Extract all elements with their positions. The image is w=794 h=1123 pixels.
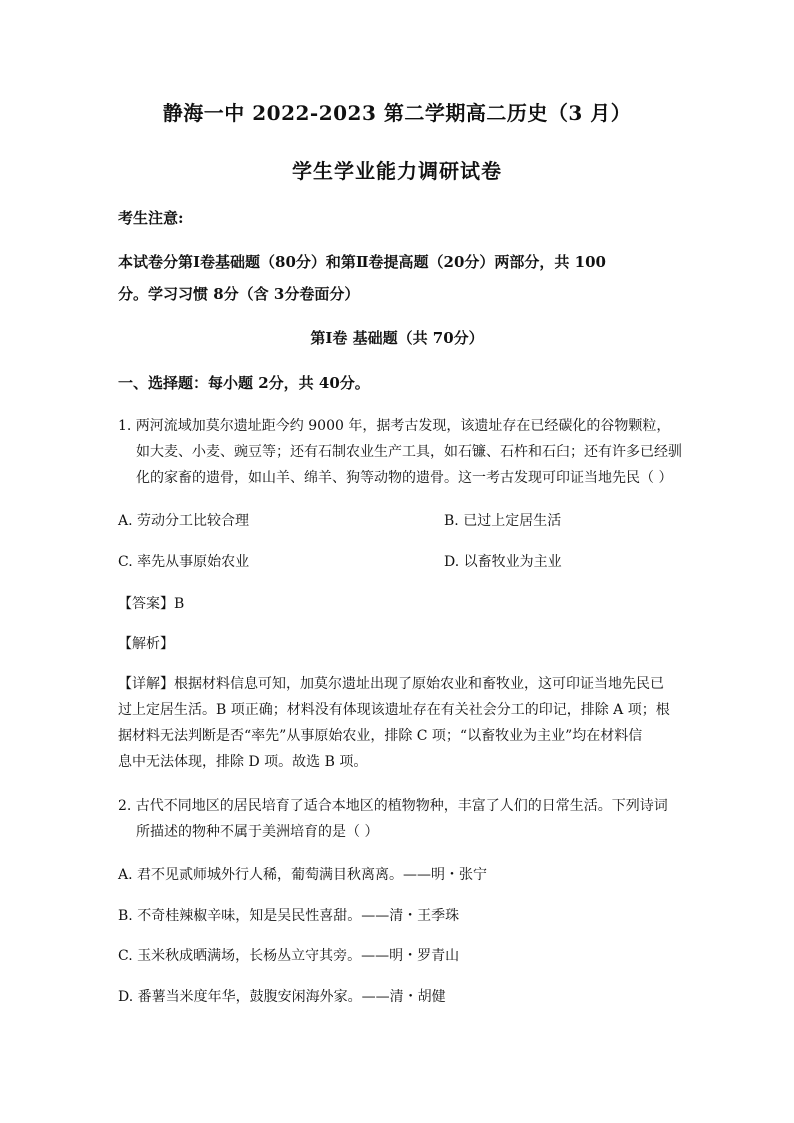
- q2-option-b: B. 不奇桂辣椒辛味，知是吴民性喜甜。——清・王季珠: [118, 908, 460, 924]
- q2-stem: [118, 793, 678, 845]
- q2-option-c: C. 玉米秋成晒满场，长杨丛立守其旁。——明・罗青山: [118, 948, 460, 964]
- q1-detail-line: 据材料无法判断是否“率先”从事原始农业，排除 C 项；“以畜牧业为主业”均在材料信: [118, 728, 643, 744]
- q1-option-d: D. 以畜牧业为主业: [444, 554, 562, 570]
- q1-detail-line: 【详解】根据材料信息可知，加莫尔遗址出现了原始农业和畜牧业，这可印证当地先民已: [118, 676, 664, 692]
- exam-title-line2: 学生学业能力调研试卷: [292, 159, 502, 183]
- q1-detail-line: 息中无法体现，排除 D 项。故选 B 项。: [118, 754, 368, 770]
- notice-line2: 分。学习习惯 8分（含 3分卷面分）: [118, 285, 360, 303]
- q1-stem-line: 如大麦、小麦、豌豆等；还有石制农业生产工具，如石镰、石杵和石臼；还有许多已经驯: [136, 444, 682, 460]
- q2-option-a: A. 君不见贰师城外行人稀，葡萄满目秋离离。——明・张宁: [118, 867, 488, 883]
- part1-heading: 一、选择题：每小题 2分，共 40分。: [118, 374, 370, 392]
- q2-stem-line: 所描述的物种不属于美洲培育的是（ ）: [136, 824, 379, 840]
- q1-option-c: C. 率先从事原始农业: [118, 554, 250, 570]
- exam-title-line1: 静海一中 2022-2023 第二学期高二历史（3 月）: [162, 101, 632, 125]
- q1-option-a: A. 劳动分工比较合理: [118, 513, 250, 529]
- q2-option-d: D. 番薯当米度年华，鼓腹安闲海外家。——清・胡健: [118, 989, 446, 1005]
- notice-label: 考生注意:: [118, 209, 184, 227]
- section1-heading: 第Ⅰ卷 基础题（共 70分）: [310, 329, 484, 347]
- q1-detail: [118, 671, 678, 775]
- q1-stem: [118, 413, 682, 491]
- q2-stem-line: 2. 古代不同地区的居民培育了适合本地区的植物物种，丰富了人们的日常生活。下列诗词: [118, 798, 668, 814]
- q1-option-b: B. 已过上定居生活: [444, 513, 562, 529]
- q1-analysis-label: 【解析】: [118, 636, 174, 652]
- notice-line1: 本试卷分第Ⅰ卷基础题（80分）和第Ⅱ卷提高题（20分）两部分，共 100: [118, 253, 606, 271]
- q1-answer: 【答案】B: [118, 596, 185, 612]
- q1-stem-line: 1. 两河流域加莫尔遗址距今约 9000 年，据考古发现，该遗址存在已经碳化的谷物颗粒，: [118, 418, 671, 434]
- q1-detail-line: 过上定居生活。B 项正确；材料没有体现该遗址存在有关社会分工的印记，排除 A 项；根: [118, 702, 670, 718]
- q1-stem-line: 化的家畜的遗骨，如山羊、绵羊、狗等动物的遗骨。这一考古发现可印证当地先民（ ）: [136, 470, 673, 486]
